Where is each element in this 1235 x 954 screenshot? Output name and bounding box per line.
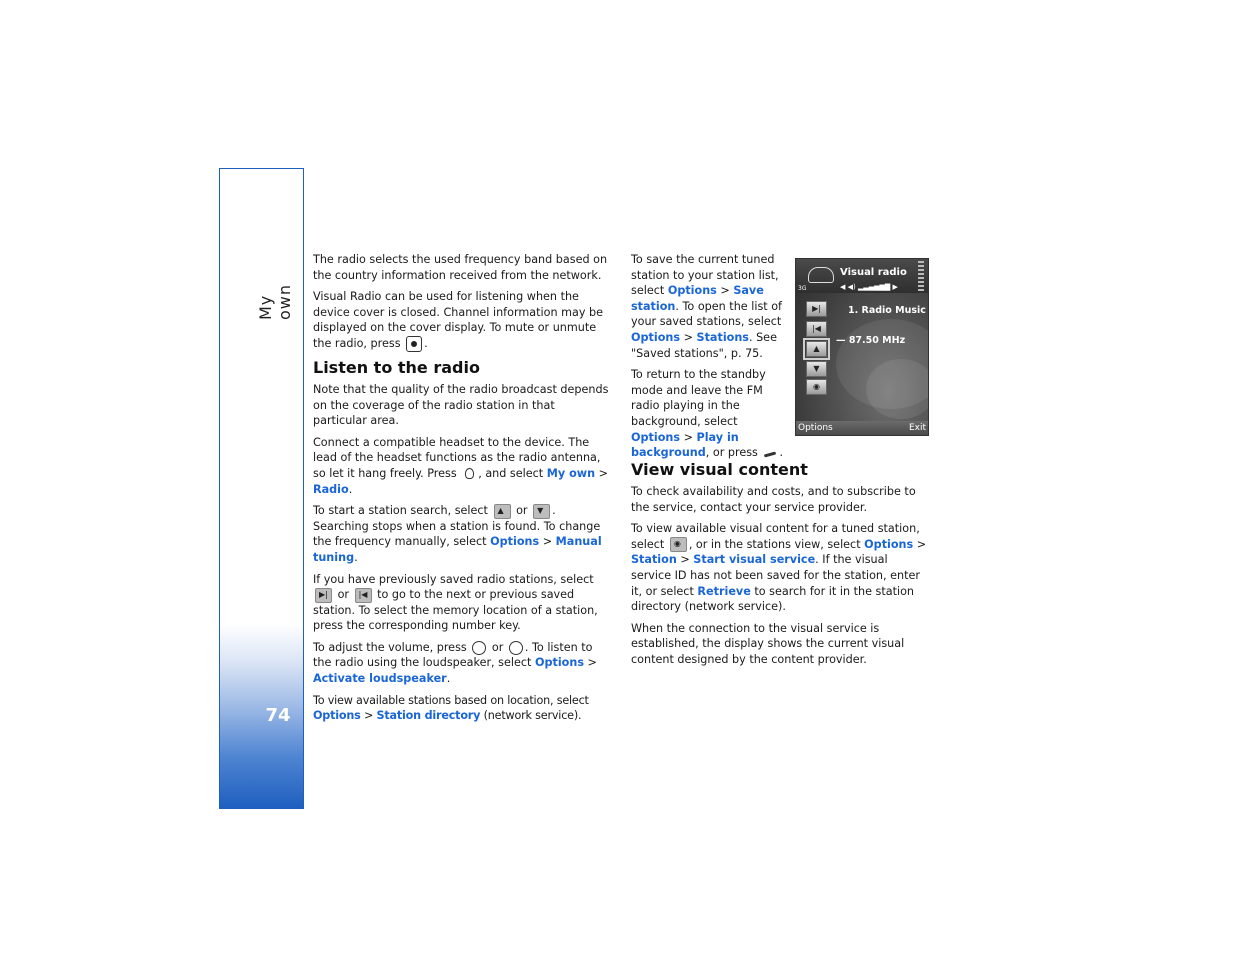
link-options[interactable]: Options: [864, 537, 914, 551]
visual-service-icon: ◉: [670, 537, 687, 552]
link-station[interactable]: Station: [631, 553, 677, 567]
frequency-readout: — 87.50 MHz: [836, 335, 906, 346]
paragraph: The radio selects the used frequency band based on the country information received from the network.: [313, 253, 608, 282]
search-up-icon: ▲: [494, 504, 511, 519]
link-play-in-background[interactable]: Play in background: [631, 430, 739, 460]
search-down-button[interactable]: ▼: [806, 361, 827, 377]
headset-icon: [808, 267, 834, 283]
paragraph: To adjust the volume, press or . To listen to the radio using the loudspeaker, select Options > Activate loudspeaker.: [313, 640, 597, 686]
link-stations[interactable]: Stations: [696, 330, 749, 344]
paragraph: To view available stations based on location, select Options > Station directory (network service).: [313, 693, 589, 723]
column-left: [313, 252, 611, 730]
paragraph: When the connection to the visual service is established, the display shows the current visual content designed by the content provider.: [631, 621, 905, 666]
link-my-own[interactable]: My own: [546, 466, 596, 480]
previous-station-button[interactable]: |◀: [806, 321, 827, 337]
visual-service-button[interactable]: ◉: [806, 379, 827, 395]
right-softkey[interactable]: Exit: [908, 423, 926, 433]
link-manual-tuning[interactable]: Manual tuning: [313, 535, 602, 564]
paragraph: To start a station search, select ▲ or ▼ . Searching stops when a station is found. To change the frequency manually, select Options > Manual tuning.: [313, 504, 602, 564]
softkey-bar: [796, 421, 928, 435]
paragraph: Connect a compatible headset to the device. The lead of the headset functions as the radio antenna, so let it hang freely. Press , and select My own > Radio.: [313, 435, 608, 496]
paragraph: Note that the quality of the radio broadcast depends on the coverage of the radio station in that particular area.: [313, 382, 609, 428]
column-right-top: [631, 252, 787, 467]
paragraph: To save the current tuned station to your station list, select Options > Save station. To open the list of your saved stations, select Options > Stations. See "Saved stations", p. 75.: [631, 253, 782, 360]
page-number: 74: [265, 705, 291, 726]
link-station-directory[interactable]: Station directory: [376, 709, 481, 723]
link-options[interactable]: Options: [631, 430, 681, 444]
column-right-bottom: [631, 456, 931, 674]
next-station-button[interactable]: ▶|: [806, 301, 827, 317]
section-label: My own: [256, 283, 294, 320]
link-options[interactable]: Options: [667, 284, 717, 298]
search-up-button[interactable]: ▲: [806, 341, 827, 357]
link-retrieve[interactable]: Retrieve: [697, 584, 751, 598]
paragraph: To check availability and costs, and to subscribe to the service, contact your service provider.: [631, 485, 916, 514]
link-options[interactable]: Options: [631, 330, 681, 344]
volume-down-key-icon: [472, 641, 486, 655]
paragraph: To return to the standby mode and leave the FM radio playing in the background, select Options > Play in background, or press .: [631, 368, 784, 460]
background-bubble: [866, 359, 929, 419]
volume-up-key-icon: [509, 641, 523, 655]
link-save-station[interactable]: Save station: [631, 284, 764, 313]
link-start-visual-service[interactable]: Start visual service: [693, 553, 816, 567]
paragraph: If you have previously saved radio stations, select ▶| or |◀ to go to the next or previous saved station. To select the memory location of a station, press the corresponding number key.: [313, 572, 598, 633]
navi-key-icon: [406, 336, 422, 352]
link-options[interactable]: Options: [313, 709, 361, 723]
link-options[interactable]: Options: [534, 656, 584, 670]
link-activate-loudspeaker[interactable]: Activate loudspeaker: [313, 672, 447, 686]
search-down-icon: ▼: [533, 504, 550, 519]
link-radio[interactable]: Radio: [313, 482, 349, 496]
network-indicator: 3G: [798, 285, 807, 292]
left-softkey[interactable]: Options: [798, 423, 833, 433]
heading-view-visual-content: View visual content: [631, 460, 808, 479]
screen-title: Visual radio: [840, 267, 907, 278]
station-name: 1. Radio Music: [848, 305, 926, 316]
visual-radio-screenshot: [795, 258, 929, 436]
menu-key-icon: [462, 467, 476, 480]
volume-indicator: ◀ ◀) ▂▃▄▅▆▇ ▶: [840, 283, 898, 291]
signal-bars-icon: [918, 261, 924, 291]
paragraph: To view available visual content for a tuned station, select ◉ , or in the stations view, select Options > Station > Start visual service. If the visual service ID has not been saved for the station, enter it, or select Retrieve to search for it in the station directory (network service).: [631, 522, 927, 614]
link-options[interactable]: Options: [490, 535, 540, 549]
heading-listen-to-radio: Listen to the radio: [313, 357, 480, 377]
next-station-icon: ▶|: [315, 588, 332, 603]
paragraph: Visual Radio can be used for listening when the device cover is closed. Channel information may be displayed on the cover display. To mute or unmute the radio, press .: [313, 290, 604, 350]
previous-station-icon: |◀: [355, 588, 372, 603]
